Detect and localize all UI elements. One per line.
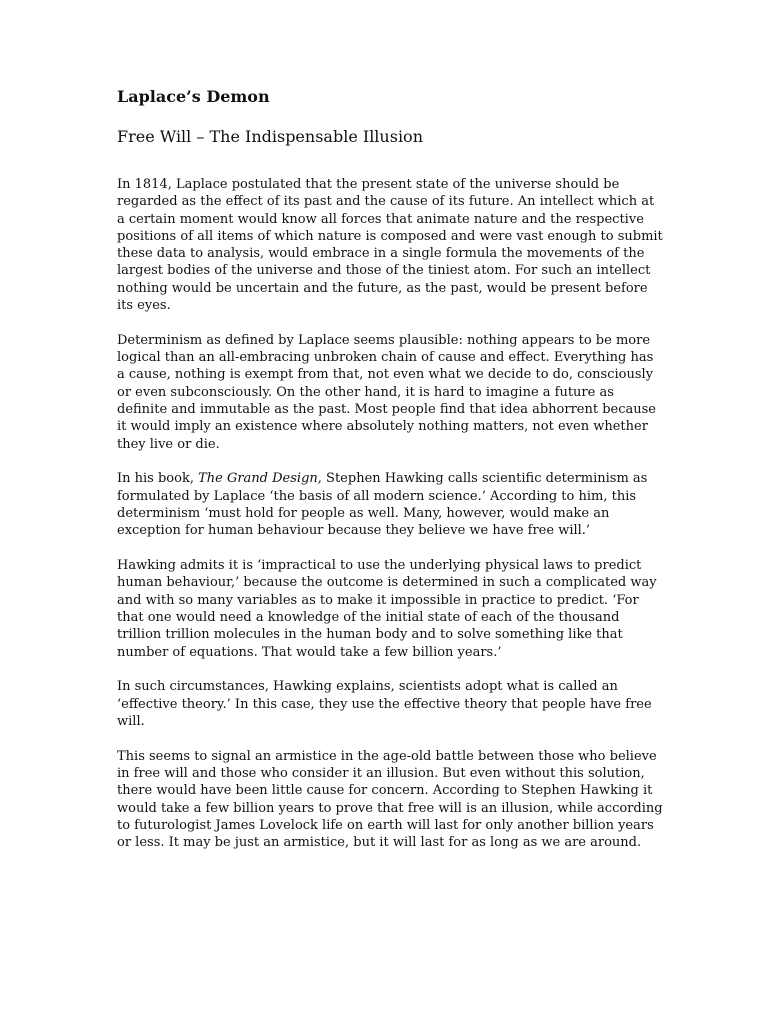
document-body	[117, 176, 663, 852]
paragraph-laplace-postulate: In 1814, Laplace postulated that the present state of the universe should be regarded as the effect of its past and the cause of its future. An intellect which at a certain moment would know all forces that animate nature and the respective positions of all items of which nature is composed and were vast enough to submit these data to analysis, would embrace in a single formula the movements of the largest bodies of the universe and those of the tiniest atom. For such an intellect nothing would be uncertain and the future, as the past, would be present before its eyes.	[117, 177, 663, 314]
paragraph-determinism: Determinism as defined by Laplace seems plausible: nothing appears to be more logical than an all-embracing unbroken chain of cause and effect. Everything has a cause, nothing is exempt from that, not even what we decide to do, consciously or even subconsciously. On the other hand, it is hard to imagine a future as definite and immutable as the past. Most people find that idea abhorrent because it would imply an existence where absolutely nothing matters, not even whether they live or die.	[117, 332, 656, 452]
paragraph-text: , Stephen Hawking calls scientific determinism as formulated by Laplace ‘the basis of all modern science.’ According to him, this determinism ‘must hold for people as well. Many, however, would make an exception for human behaviour because they believe we have free will.’	[117, 471, 648, 539]
paragraph-text: In his book,	[117, 471, 199, 487]
paragraph-grand-design	[117, 470, 663, 539]
paragraph-armistice: This seems to signal an armistice in the age-old battle between those who believe in free will and those who consider it an illusion. But even without this solution, there would have been little cause for concern. According to Stephen Hawking it would take a few billion years to prove that free will is an illusion, while according to futurologist James Lovelock life on earth will last for only another billion years or less. It may be just an armistice, but it will last for as long as we are around.	[117, 748, 663, 851]
book-title: The Grand Design	[198, 471, 318, 487]
paragraph-hawking-impractical: Hawking admits it is ‘impractical to use the underlying physical laws to predict human behaviour,’ because the outcome is determined in such a complicated way and with so many variables as to make it impossible in practice to predict. ‘For that one would need a knowledge of the initial state of each of the thousand trillion trillion molecules in the human body and to solve something like that number of equations. That would take a few billion years.’	[117, 558, 657, 660]
document-page	[117, 86, 663, 869]
document-subtitle: Free Will – The Indispensable Illusion	[117, 127, 423, 146]
document-title: Laplace’s Demon	[117, 87, 270, 106]
paragraph-effective-theory: In such circumstances, Hawking explains, scientists adopt what is called an ‘effective theory.’ In this case, they use the effective theory that people have free will.	[117, 679, 652, 730]
